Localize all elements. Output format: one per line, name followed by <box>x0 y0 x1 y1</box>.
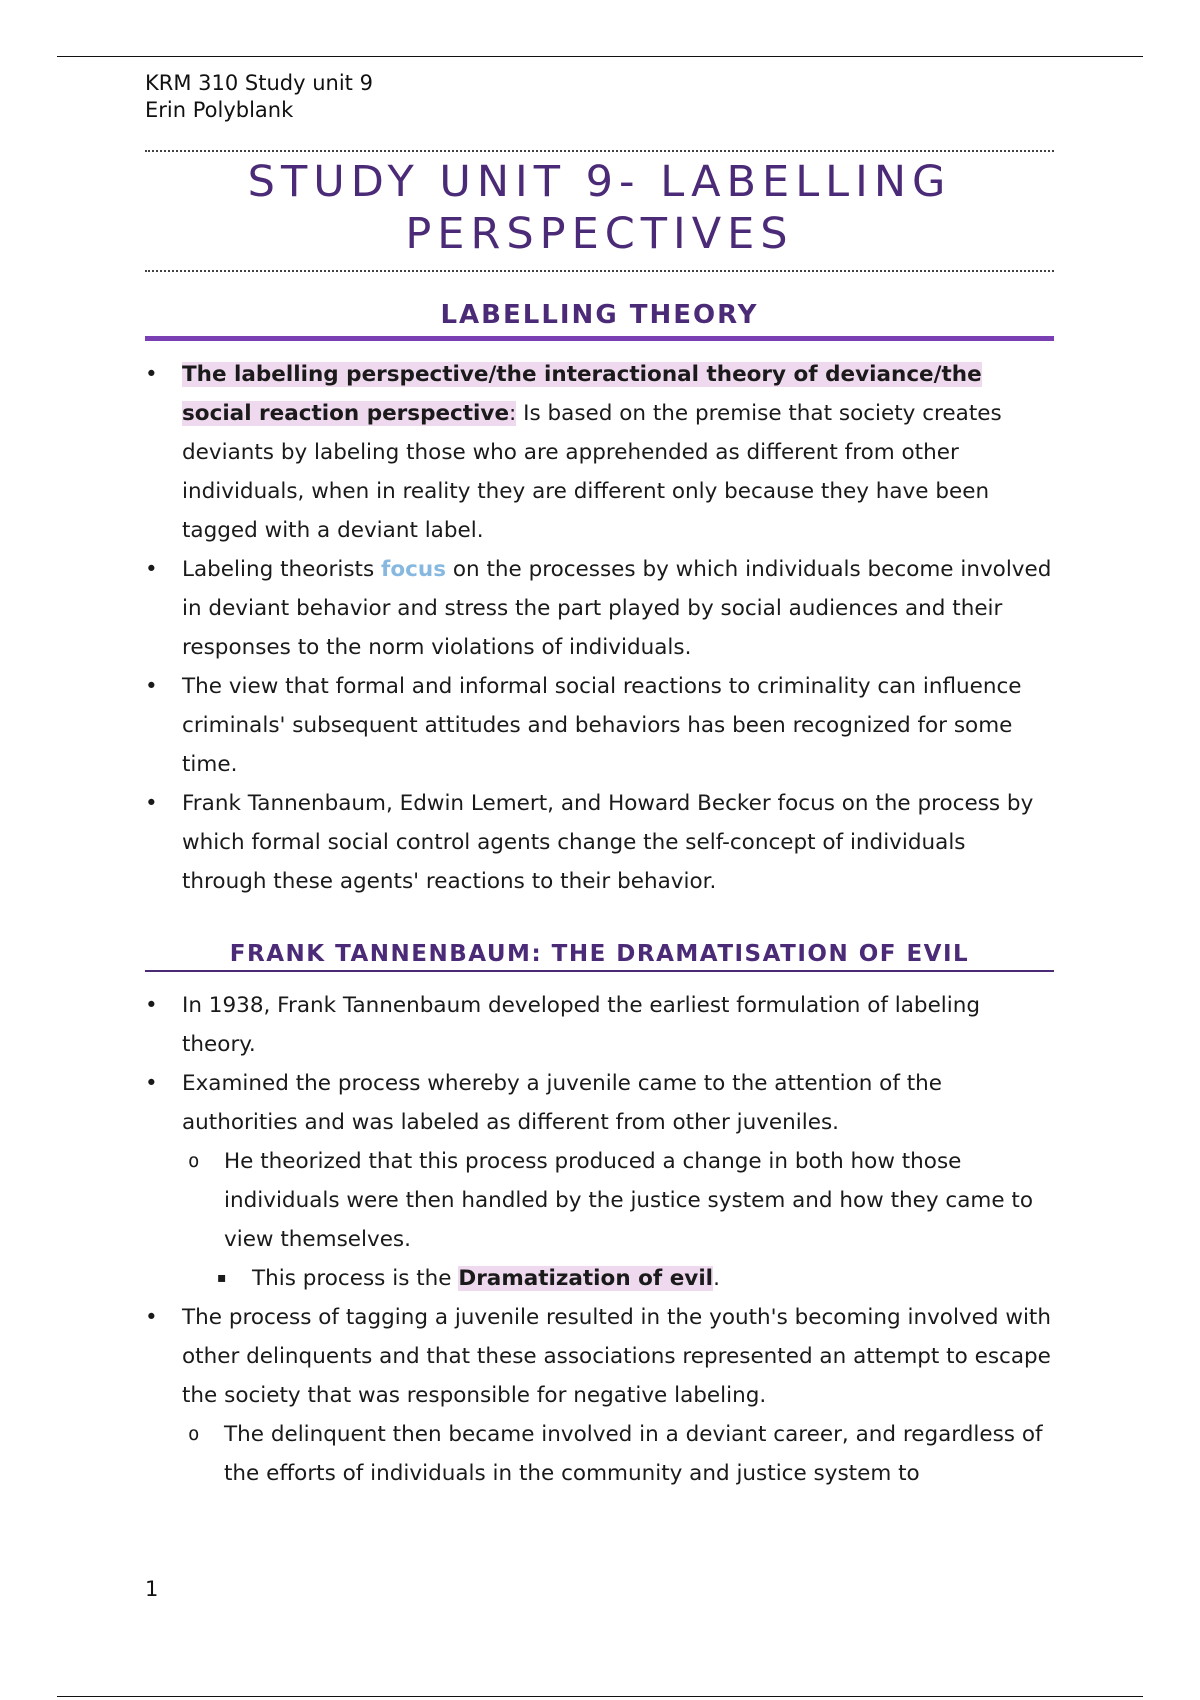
focus-highlight: focus <box>381 557 446 582</box>
list-item: • In 1938, Frank Tannenbaum developed the earliest formulation of labeling theory. <box>145 986 1054 1064</box>
tannenbaum-list <box>145 986 1054 1493</box>
section-heading-tannenbaum: FRANK TANNENBAUM: THE DRAMATISATION OF EVIL <box>145 941 1054 972</box>
list-item-text: This process is the <box>252 1266 459 1291</box>
highlighted-term: The labelling perspective/the interactional theory of deviance/the social reaction perspective <box>182 362 982 426</box>
document-header <box>145 70 373 124</box>
title-block <box>145 150 1054 272</box>
list-item <box>145 355 1054 550</box>
list-item-text: Is based on the premise that society creates deviants by labeling those who are apprehended as different from other individuals, when in reality they are different only because they have been tagged with a deviant label. <box>182 401 1002 543</box>
sub-list-item: o He theorized that this process produced a change in both how those individuals were then handled by the justice system and how they came to view themselves. <box>145 1142 1054 1259</box>
sub-sub-list-item <box>145 1259 1054 1298</box>
page-top-rule <box>57 56 1143 57</box>
term-colon: : <box>509 401 517 426</box>
header-course: KRM 310 Study unit 9 <box>145 71 373 95</box>
list-item-text: Labeling theorists <box>182 557 382 582</box>
document-body <box>145 300 1054 1493</box>
section-heading-labelling-theory: LABELLING THEORY <box>145 300 1054 341</box>
header-author: Erin Polyblank <box>145 98 294 122</box>
list-item: • The process of tagging a juvenile resulted in the youth's becoming involved with other delinquents and that these associations represented an attempt to escape the society that was responsible for negative labeling. <box>145 1298 1054 1415</box>
list-item: • Examined the process whereby a juvenile came to the attention of the authorities and was labeled as different from other juveniles. <box>145 1064 1054 1142</box>
page-title-line1: STUDY UNIT 9- LABELLING <box>247 157 952 207</box>
list-item: • The view that formal and informal social reactions to criminality can influence criminals' subsequent attitudes and behaviors has been recognized for some time. <box>145 667 1054 784</box>
highlighted-term: Dramatization of evil <box>458 1266 714 1291</box>
page-number: 1 <box>145 1577 159 1601</box>
page-title-line2: PERSPECTIVES <box>405 209 794 259</box>
sub-list-item: o The delinquent then became involved in a deviant career, and regardless of the efforts of individuals in the community and justice system to <box>145 1415 1054 1493</box>
labelling-theory-list <box>145 355 1054 901</box>
list-item <box>145 550 1054 667</box>
page-bottom-rule <box>57 1696 1143 1697</box>
list-item-text: . <box>713 1266 720 1291</box>
list-item: • Frank Tannenbaum, Edwin Lemert, and Howard Becker focus on the process by which formal social control agents change the self-concept of individuals through these agents' reactions to their behavior. <box>145 784 1054 901</box>
list-item-text: on the processes by which individuals become involved in deviant behavior and stress the part played by social audiences and their responses to the norm violations of individuals. <box>182 557 1052 660</box>
